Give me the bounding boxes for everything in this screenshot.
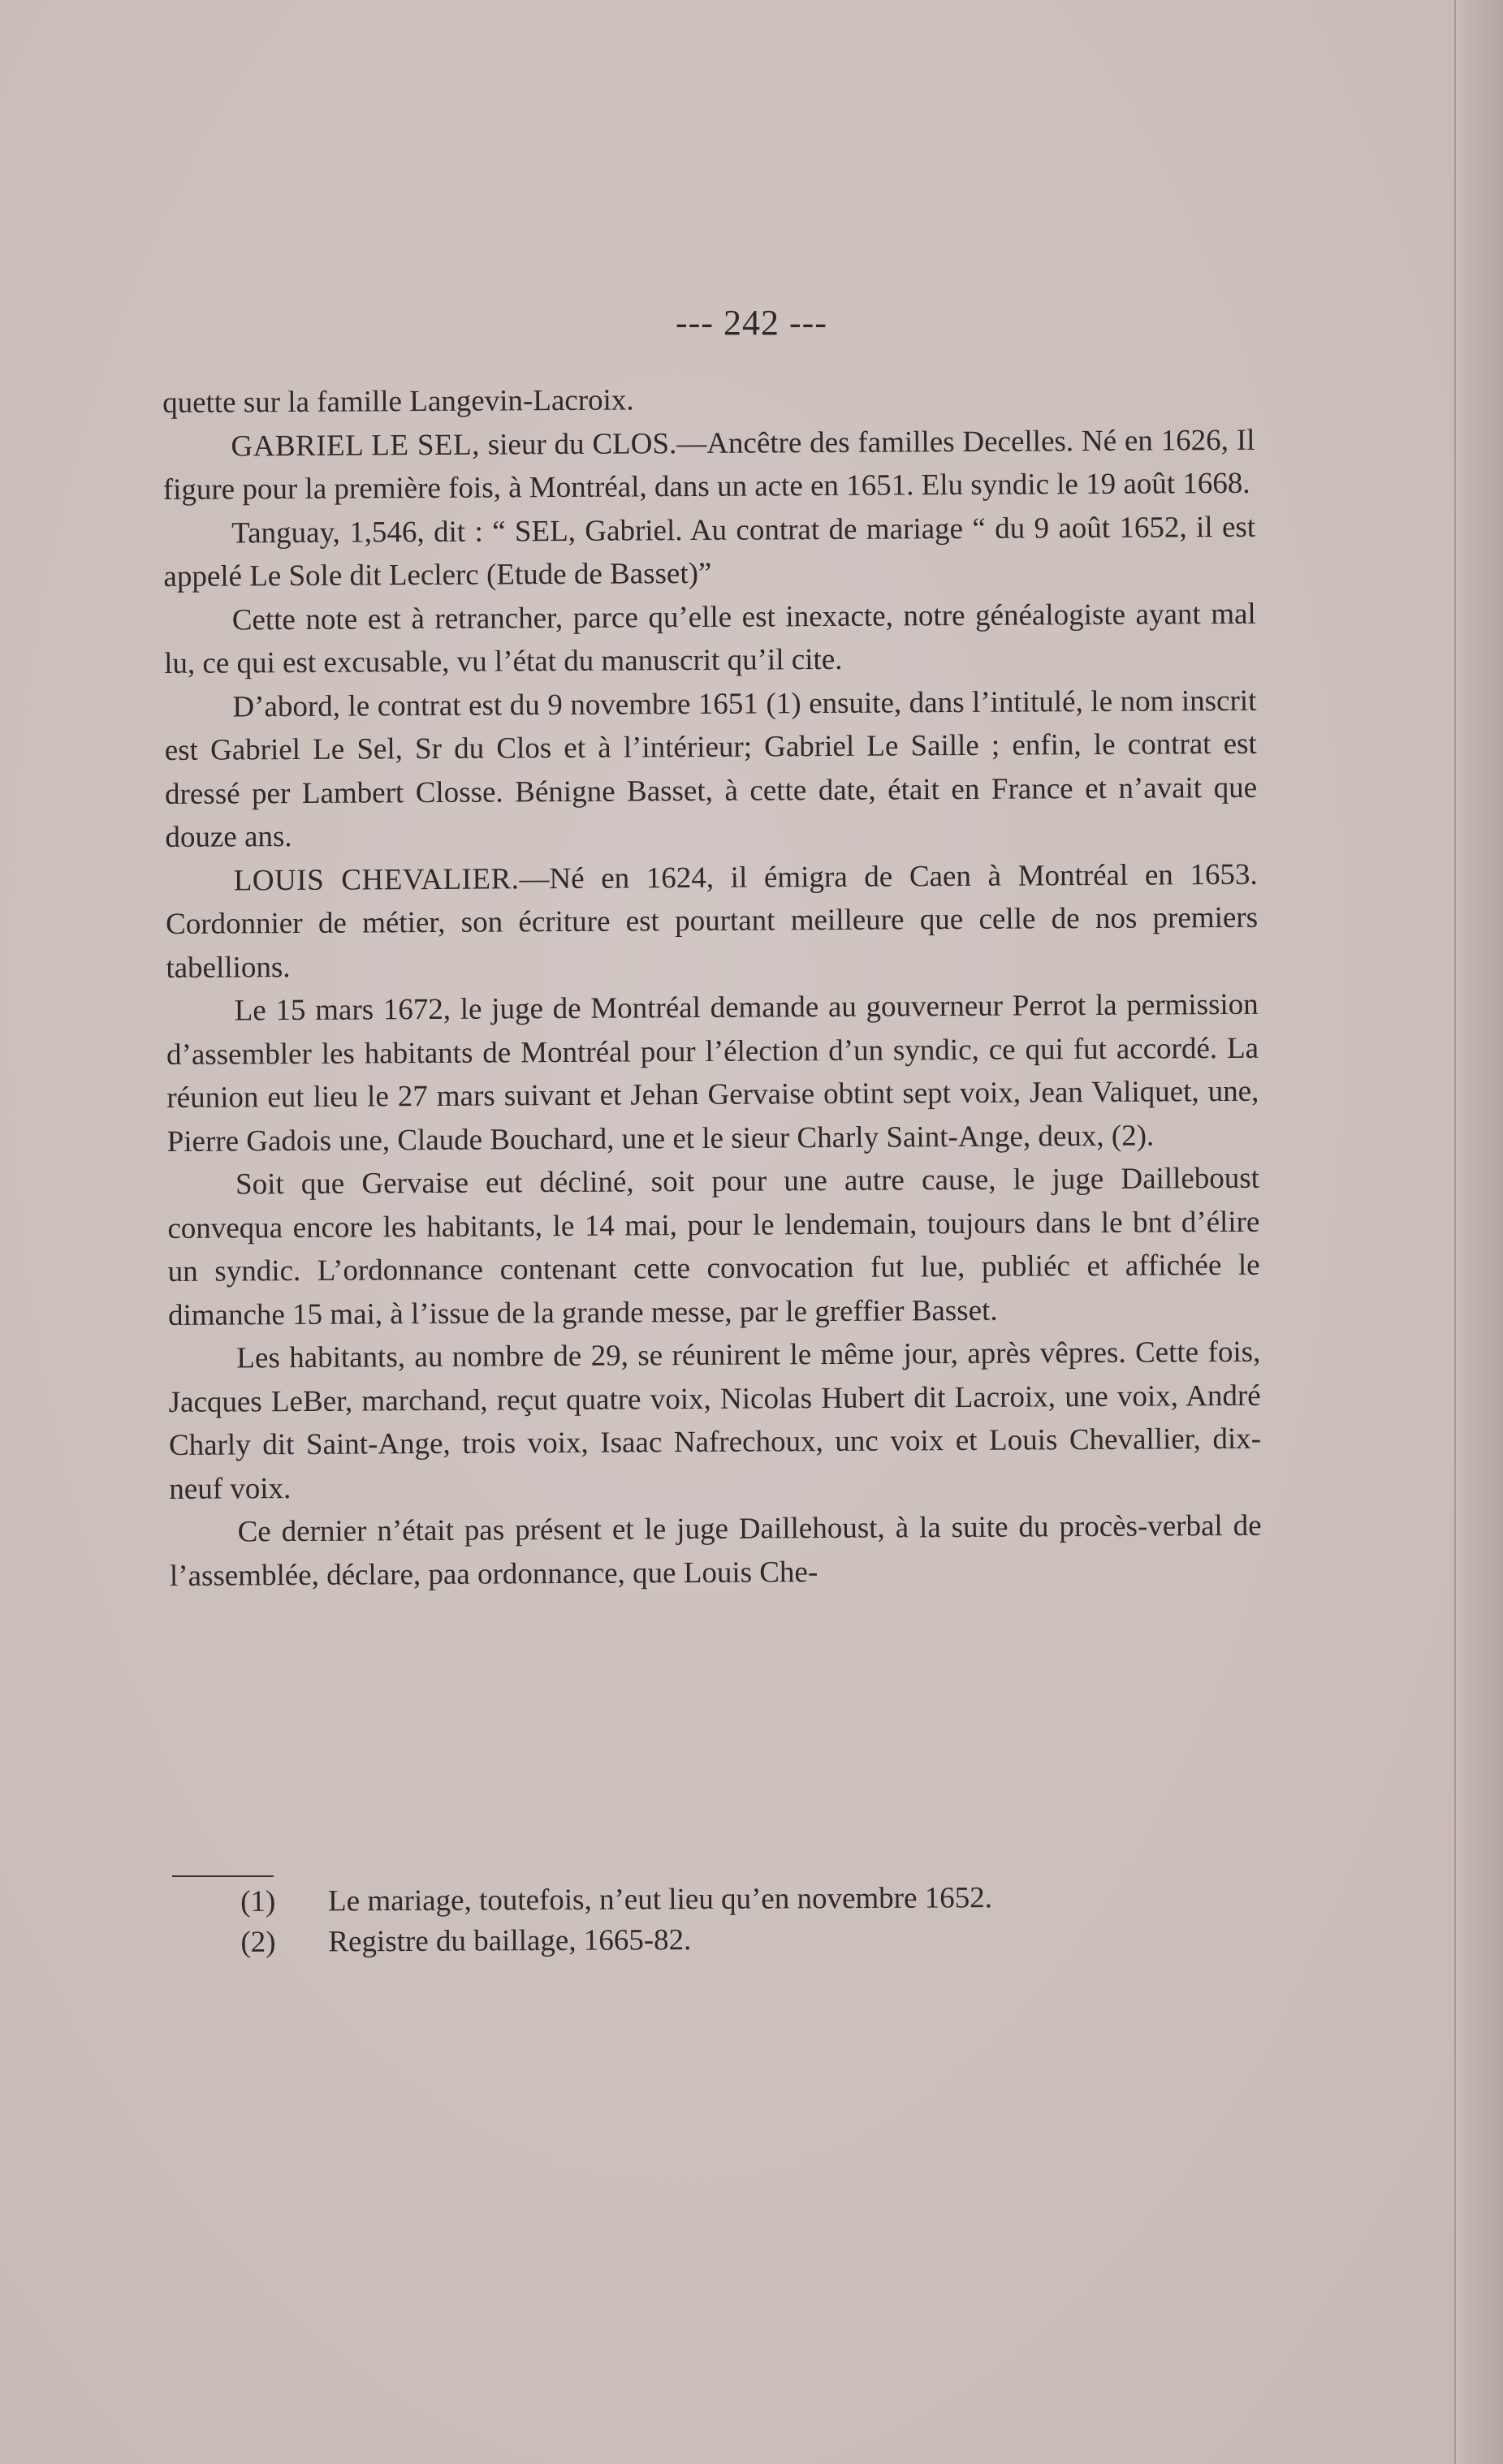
paragraph-tanguay-quote: Tanguay, 1,546, dit : “ SEL, Gabriel. Au contrat de mariage “ du 9 août 1652, il est appelé Le Sole dit Leclerc (Etude de Basset)” (163, 510, 1256, 593)
footnote-divider (172, 1875, 274, 1877)
footnotes (240, 1876, 1256, 1963)
entry-heading: LOUIS CHEVALIER. (233, 861, 520, 897)
paragraph-vote-results: Les habitants, au nombre de 29, se réunirent le même jour, après vêpres. Cette fois, Jacques LeBer, marchand, reçut quatre voix, Nicolas Hubert dit Lacroix, une voix, André Charly dit Saint-Ange, trois voix, Isaac Nafrechoux, unc voix et Louis Chevallier, dix-neuf voix. (168, 1335, 1262, 1506)
footnote-2 (240, 1917, 1255, 1963)
page-number: --- 242 --- (676, 303, 827, 343)
entry-heading: GABRIEL LE SEL, (231, 428, 481, 463)
paragraph-election-march: Le 15 mars 1672, le juge de Montréal demande au gouverneur Perrot la permission d’assembler les habitants de Montréal pour l’élection d’un syndic, ce qui fut accordé. La réunion eut lieu le 27 mars suivant et Jehan Gervaise obtint sept voix, Jean Valiquet, une, Pierre Gadois une, Claude Bouchard, une et le sieur Charly Saint-Ange, deux, (2). (166, 987, 1259, 1159)
footnote-text: Registre du baillage, 1665-82. (328, 1923, 692, 1959)
paragraph-note-correction: Cette note est à retrancher, parce qu’elle est inexacte, notre généalogiste ayant mal lu, ce qui est excusable, vu l’état du manuscrit qu’il cite. (163, 597, 1256, 680)
page-edge-shadow (1454, 0, 1503, 2464)
paragraph-louis-chevalier: LOUIS CHEVALIER.—Né en 1624, il émigra de Caen à Montréal en 1653. Cordonnier de métier, son écriture est pourtant meilleure que celle de nos premiers tabellions. (165, 857, 1259, 985)
footnote-mark: (1) (240, 1884, 276, 1918)
paragraph-judge-declaration: Ce dernier n’était pas présent et le juge Daillehoust, à la suite du procès-verbal de l’assemblée, déclare, paa ordonnance, que Louis Che- (169, 1508, 1262, 1593)
paragraph-contract-details: D’abord, le contrat est du 9 novembre 1651 (1) ensuite, dans l’intitulé, le nom inscrit est Gabriel Le Sel, Sr du Clos et à l’intérieur; Gabriel Le Saille ; enfin, le contrat est dressé per Lambert Closse. Bénigne Basset, à cette date, était en France et n’avait que douze ans. (164, 684, 1258, 854)
paragraph-convocation-may: Soit que Gervaise eut décliné, soit pour une autre cause, le juge Dailleboust convequa encore les habitants, le 14 mai, pour le lendemain, toujours dans le bnt d’élire un syndic. L’ordonnance contenant cette convocation fut lue, publiéc et affichée le dimanche 15 mai, à l’issue de la grande messe, par le greffier Basset. (167, 1161, 1260, 1332)
footnote-mark: (2) (240, 1925, 276, 1959)
paragraph-gabriel-le-sel: GABRIEL LE SEL, sieur du CLOS.—Ancêtre des familles Decelles. Né en 1626, Il figure pour la première fois, à Montréal, dans un acte en 1651. Elu syndic le 19 août 1668. (162, 423, 1255, 507)
body-text (162, 375, 1262, 1598)
footnote-text: Le mariage, toutefois, n’eut lieu qu’en novembre 1652. (328, 1881, 993, 1918)
footnote-1 (240, 1876, 1255, 1922)
paragraph-continuation: quette sur la famille Langevin-Lacroix. (162, 383, 634, 420)
